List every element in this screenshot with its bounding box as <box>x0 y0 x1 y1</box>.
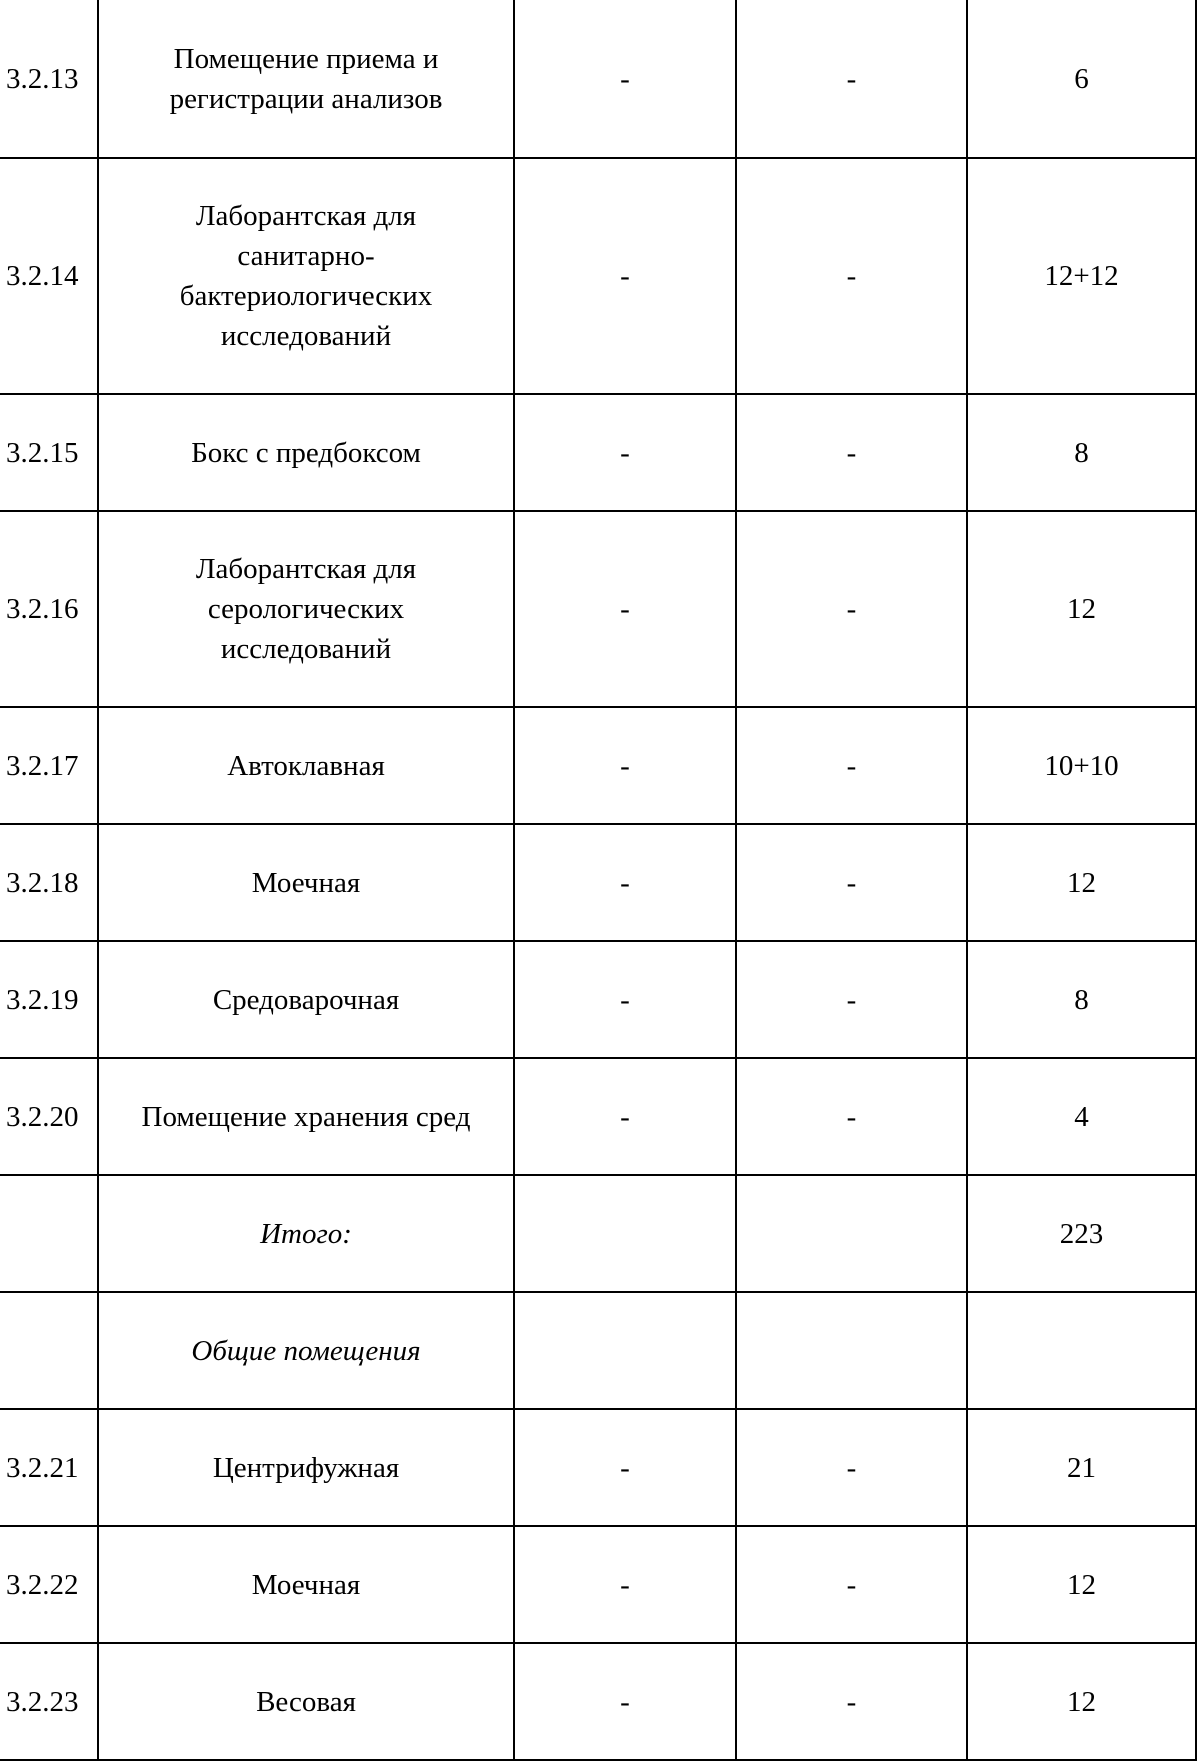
cell-col-4: - <box>736 1526 967 1643</box>
row-number <box>0 1292 98 1409</box>
cell-area: 12 <box>967 824 1196 941</box>
section-header-row <box>0 1292 1196 1409</box>
cell-area: 12 <box>967 511 1196 707</box>
cell-col-3: - <box>514 0 736 158</box>
cell-col-3: - <box>514 707 736 824</box>
row-number: 3.2.16 <box>0 511 98 707</box>
room-name: Средоварочная <box>98 941 514 1058</box>
cell-area: 8 <box>967 941 1196 1058</box>
cell-area: 12 <box>967 1526 1196 1643</box>
room-name: Центрифужная <box>98 1409 514 1526</box>
row-number: 3.2.14 <box>0 158 98 394</box>
cell-col-4: - <box>736 0 967 158</box>
cell-col-3: - <box>514 394 736 511</box>
total-label: Итого: <box>98 1175 514 1292</box>
row-number: 3.2.20 <box>0 1058 98 1175</box>
cell-col-3: - <box>514 1526 736 1643</box>
room-name: Моечная <box>98 1526 514 1643</box>
cell-col-3: - <box>514 1058 736 1175</box>
row-number: 3.2.13 <box>0 0 98 158</box>
row-number: 3.2.19 <box>0 941 98 1058</box>
total-value: 223 <box>967 1175 1196 1292</box>
total-row <box>0 1175 1196 1292</box>
room-name-text: Лаборантская для серологических исследований <box>195 553 417 665</box>
table-row <box>0 0 1196 158</box>
row-number: 3.2.15 <box>0 394 98 511</box>
cell-col-4: - <box>736 1409 967 1526</box>
cell-col-3: - <box>514 158 736 394</box>
cell-area: 6 <box>967 0 1196 158</box>
cell-area: 12 <box>967 1643 1196 1760</box>
cell-area: 4 <box>967 1058 1196 1175</box>
row-number: 3.2.22 <box>0 1526 98 1643</box>
room-name-text: Помещение приема и регистрации анализов <box>169 42 443 115</box>
cell-col-3 <box>514 1292 736 1409</box>
cell-col-4: - <box>736 707 967 824</box>
cell-col-4: - <box>736 1058 967 1175</box>
table-row <box>0 1409 1196 1526</box>
cell-col-3: - <box>514 941 736 1058</box>
room-name-text: Лаборантская для санитарно-бактериологических исследований <box>179 200 433 352</box>
table-row <box>0 394 1196 511</box>
room-name: Автоклавная <box>98 707 514 824</box>
table-row <box>0 941 1196 1058</box>
room-name: Весовая <box>98 1643 514 1760</box>
row-number <box>0 1175 98 1292</box>
cell-col-3: - <box>514 1409 736 1526</box>
room-name <box>98 158 514 394</box>
table-row <box>0 1643 1196 1760</box>
table-row <box>0 824 1196 941</box>
table-row <box>0 511 1196 707</box>
room-name: Моечная <box>98 824 514 941</box>
cell-col-4 <box>736 1292 967 1409</box>
cell-area: 21 <box>967 1409 1196 1526</box>
cell-col-3: - <box>514 511 736 707</box>
section-title: Общие помещения <box>98 1292 514 1409</box>
cell-col-4: - <box>736 394 967 511</box>
cell-area: 8 <box>967 394 1196 511</box>
cell-col-3 <box>514 1175 736 1292</box>
room-name: Помещение хранения сред <box>98 1058 514 1175</box>
room-name <box>98 511 514 707</box>
cell-col-3: - <box>514 824 736 941</box>
cell-col-4: - <box>736 824 967 941</box>
cell-col-3: - <box>514 1643 736 1760</box>
table-row <box>0 1526 1196 1643</box>
room-name: Бокс с предбоксом <box>98 394 514 511</box>
cell-col-4: - <box>736 941 967 1058</box>
cell-area: 12+12 <box>967 158 1196 394</box>
cell-col-4: - <box>736 1643 967 1760</box>
cell-col-4: - <box>736 511 967 707</box>
row-number: 3.2.21 <box>0 1409 98 1526</box>
cell-area <box>967 1292 1196 1409</box>
room-name <box>98 0 514 158</box>
cell-area: 10+10 <box>967 707 1196 824</box>
table-row <box>0 158 1196 394</box>
cell-col-4 <box>736 1175 967 1292</box>
row-number: 3.2.17 <box>0 707 98 824</box>
cell-col-4: - <box>736 158 967 394</box>
row-number: 3.2.23 <box>0 1643 98 1760</box>
table-row <box>0 1058 1196 1175</box>
table-row <box>0 707 1196 824</box>
row-number: 3.2.18 <box>0 824 98 941</box>
